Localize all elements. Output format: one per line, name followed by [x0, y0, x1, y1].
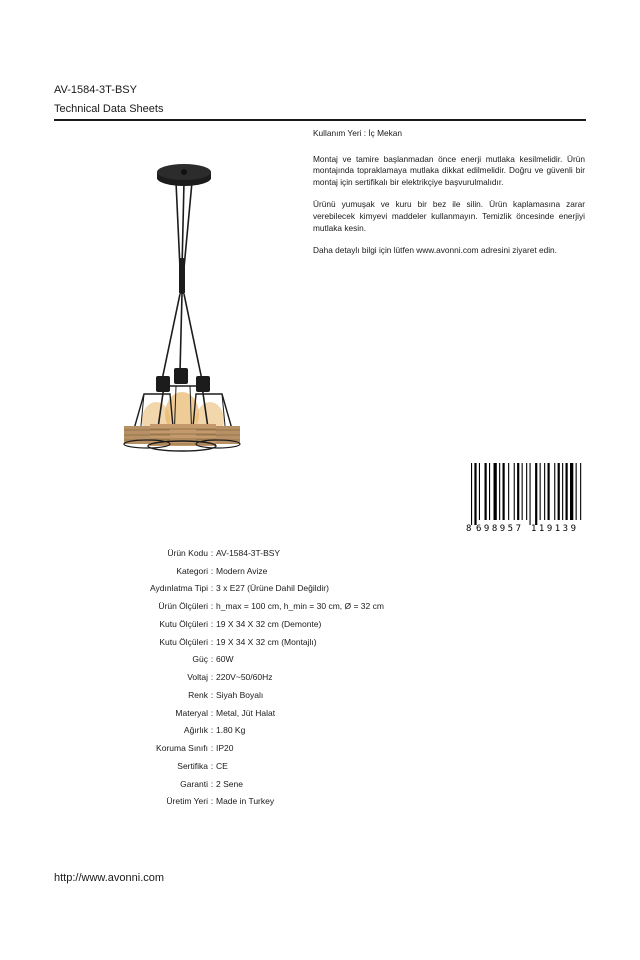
spec-label: Garanti: [180, 778, 208, 789]
barcode-bar: [535, 463, 537, 525]
spec-separator: :: [210, 689, 214, 700]
spec-value: 220V~50/60Hz: [216, 672, 273, 683]
barcode-bar: [548, 463, 550, 520]
pendant-lamp-image: [118, 158, 244, 468]
usage-location: Kullanım Yeri : İç Mekan: [313, 128, 403, 138]
spec-row: [80, 562, 500, 580]
footer-website-link[interactable]: http://www.avonni.com: [54, 872, 165, 884]
spec-value: Made in Turkey: [216, 796, 275, 807]
barcode-bar: [576, 463, 577, 520]
barcode-bar: [566, 463, 568, 520]
spec-separator: :: [210, 743, 214, 754]
spec-value: 19 X 34 X 32 cm (Montajlı): [216, 636, 317, 647]
spec-value: IP20: [216, 743, 234, 754]
barcode-bar: [580, 463, 581, 520]
spec-row: [80, 597, 500, 615]
spec-table: [80, 544, 500, 810]
spec-label: Materyal: [175, 707, 208, 718]
spec-value: Metal, Jüt Halat: [216, 707, 276, 718]
barcode-bar: [489, 463, 490, 520]
barcode-bar: [558, 463, 560, 520]
barcode-digit-first: 8: [466, 524, 472, 533]
spec-separator: :: [210, 778, 214, 789]
spec-row: [80, 615, 500, 633]
spec-row: [80, 739, 500, 757]
spec-value: CE: [216, 760, 228, 771]
spec-separator: :: [210, 547, 214, 558]
spec-value: 2 Sene: [216, 778, 243, 789]
spec-value: h_max = 100 cm, h_min = 30 cm, Ø = 32 cm: [216, 601, 384, 612]
spec-row: [80, 633, 500, 651]
spec-label: Renk: [188, 689, 208, 700]
spec-separator: :: [210, 796, 214, 807]
spec-separator: :: [210, 725, 214, 736]
barcode-digits-right: 119139: [531, 524, 576, 533]
spec-label: Ağırlık: [183, 725, 208, 736]
spec-label: Güç: [192, 654, 208, 665]
spec-row: [80, 757, 500, 775]
barcode-bar: [522, 463, 523, 520]
barcode-bar: [503, 463, 505, 520]
spec-row: [80, 580, 500, 598]
header-divider: [54, 119, 586, 121]
barcode-bar: [485, 463, 487, 520]
document-subtitle: Technical Data Sheets: [54, 103, 164, 115]
barcode-bar: [562, 463, 563, 520]
spec-row: [80, 668, 500, 686]
spec-separator: :: [210, 601, 214, 612]
barcode-image: [465, 463, 585, 533]
spec-separator: :: [210, 565, 214, 576]
spec-row: [80, 544, 500, 562]
spec-row: [80, 686, 500, 704]
spec-separator: :: [210, 707, 214, 718]
spec-label: Kategori: [176, 565, 208, 576]
spec-label: Ürün Ölçüleri: [158, 601, 208, 612]
barcode-bar: [474, 463, 476, 525]
spec-value: Modern Avize: [216, 565, 268, 576]
spec-label: Kutu Ölçüleri: [159, 618, 208, 629]
barcode-bar: [554, 463, 555, 520]
barcode-digits-left: 698957: [476, 524, 521, 533]
spec-separator: :: [210, 583, 214, 594]
spec-label: Ürün Kodu: [167, 547, 208, 558]
spec-separator: :: [210, 636, 214, 647]
spec-separator: :: [210, 672, 214, 683]
spec-row: [80, 651, 500, 669]
cleaning-paragraph: Ürünü yumuşak ve kuru bir bez ile silin. Ürün kaplamasına zarar verebilecek kimyevi maddeler kullanmayın. Temizlik öncesinde enerjiyi mutlaka kesin.: [313, 199, 585, 233]
barcode-bar: [540, 463, 541, 520]
barcode-bar: [526, 463, 527, 520]
spec-value: 1.80 Kg: [216, 725, 246, 736]
usage-info-block: [313, 128, 585, 268]
spec-row: [80, 793, 500, 811]
barcode-bar: [517, 463, 519, 520]
spec-separator: :: [210, 618, 214, 629]
spec-row: [80, 775, 500, 793]
barcode-bar: [494, 463, 497, 520]
spec-separator: :: [210, 760, 214, 771]
product-code-title: AV-1584-3T-BSY: [54, 84, 137, 96]
spec-value: 60W: [216, 654, 234, 665]
website-paragraph: Daha detaylı bilgi için lütfen www.avonni.com adresini ziyaret edin.: [313, 245, 557, 256]
spec-label: Sertifika: [177, 760, 208, 771]
barcode-bar: [479, 463, 480, 520]
spec-value: Siyah Boyalı: [216, 689, 264, 700]
barcode-bar: [544, 463, 545, 520]
barcode-bar: [570, 463, 573, 520]
barcode-bar: [499, 463, 500, 520]
barcode-bar: [530, 463, 531, 525]
spec-value: 19 X 34 X 32 cm (Demonte): [216, 618, 322, 629]
spec-label: Kutu Ölçüleri: [159, 636, 208, 647]
barcode-bar: [514, 463, 515, 520]
spec-separator: :: [210, 654, 214, 665]
spec-label: Voltaj: [187, 672, 208, 683]
spec-label: Üretim Yeri: [166, 796, 208, 807]
spec-row: [80, 704, 500, 722]
spec-label: Koruma Sınıfı: [156, 743, 208, 754]
barcode-bar: [471, 463, 472, 525]
spec-label: Aydınlatma Tipi: [150, 583, 208, 594]
barcode-bar: [508, 463, 509, 520]
spec-value: 3 x E27 (Ürüne Dahil Değildir): [216, 583, 329, 594]
spec-row: [80, 722, 500, 740]
safety-paragraph: Montaj ve tamire başlanmadan önce enerji mutlaka kesilmelidir. Ürün montajında topraklamaya mutlaka dikkat edilmelidir. Doğru ve güvenli bir montaj için sertifikalı bir elektrikçiye başvurulmalıdır.: [313, 153, 585, 187]
spec-value: AV-1584-3T-BSY: [216, 547, 281, 558]
